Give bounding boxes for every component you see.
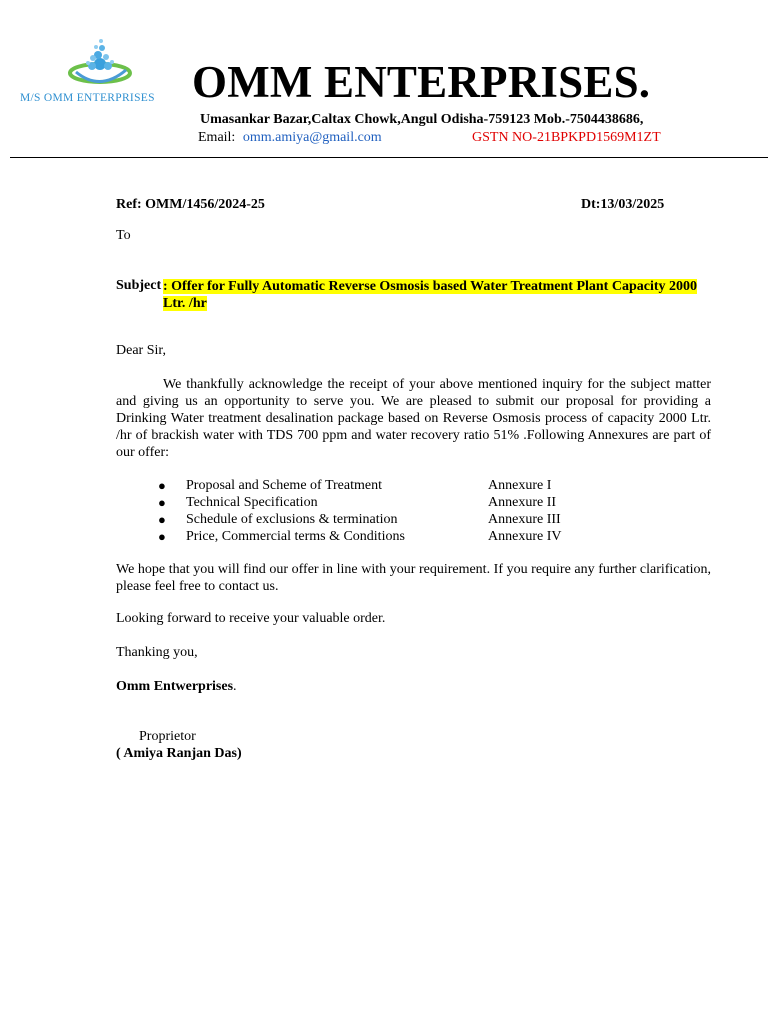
closing-paragraph: We hope that you will find our offer in line with your requirement. If you require any further clarification, please feel free to contact us. bbox=[116, 562, 711, 594]
list-item bbox=[158, 494, 618, 511]
header-divider bbox=[10, 157, 768, 158]
gstn-number: GSTN NO-21BPKPD1569M1ZT bbox=[472, 130, 661, 145]
bullet-icon: ● bbox=[158, 529, 166, 544]
subject-highlight: : Offer for Fully Automatic Reverse Osmosis based Water Treatment Plant Capacity 2000 Ltr. /hr bbox=[163, 279, 698, 311]
annexure-ref: Annexure IV bbox=[488, 529, 562, 544]
company-address: Umasankar Bazar,Caltax Chowk,Angul Odisha-759123 Mob.-7504438686, bbox=[200, 112, 644, 127]
bullet-icon: ● bbox=[158, 478, 166, 493]
bullet-icon: ● bbox=[158, 512, 166, 527]
subject-label: Subject bbox=[116, 278, 162, 293]
email-label: Email: bbox=[198, 130, 236, 145]
annexure-ref: Annexure I bbox=[488, 478, 552, 493]
annexure-ref: Annexure II bbox=[488, 495, 557, 510]
subject-text bbox=[163, 278, 711, 312]
list-item bbox=[158, 511, 618, 528]
company-name: OMM ENTERPRISES. bbox=[192, 57, 651, 107]
list-item bbox=[158, 528, 618, 545]
signature-company-name: Omm Entwerprises bbox=[116, 679, 234, 694]
annexure-title: Proposal and Scheme of Treatment bbox=[186, 478, 382, 493]
company-logo bbox=[14, 28, 186, 112]
letter-date: Dt:13/03/2025 bbox=[581, 197, 665, 212]
logo-text: M/S OMM ENTERPRISES bbox=[20, 92, 155, 104]
intro-paragraph: We thankfully acknowledge the receipt of your above mentioned inquiry for the subject matter and giving us an opportunity to serve you. We are pleased to submit our proposal for providing a Drinking Water treatment desalination package based on Reverse Osmosis process of capacity 2000 Ltr. /hr of brackish water with TDS 700 ppm and water recovery ratio 51% .Following Annexures are part of our offer: bbox=[116, 377, 711, 460]
looking-forward-line: Looking forward to receive your valuable order. bbox=[116, 611, 386, 626]
thanking-line: Thanking you, bbox=[116, 645, 198, 660]
annexure-list bbox=[158, 477, 618, 545]
annexure-title: Price, Commercial terms & Conditions bbox=[186, 529, 405, 544]
list-item bbox=[158, 477, 618, 494]
signature-name: ( Amiya Ranjan Das) bbox=[116, 746, 242, 761]
email-link[interactable]: omm.amiya@gmail.com bbox=[242, 130, 382, 145]
signature-title: Proprietor bbox=[139, 729, 196, 744]
reference-number: Ref: OMM/1456/2024-25 bbox=[116, 197, 265, 212]
water-drops-logo-icon bbox=[68, 36, 132, 90]
signature-company bbox=[116, 679, 237, 695]
annexure-title: Technical Specification bbox=[186, 495, 318, 510]
annexure-ref: Annexure III bbox=[488, 512, 561, 527]
to-label: To bbox=[116, 228, 131, 243]
annexure-title: Schedule of exclusions & termination bbox=[186, 512, 398, 527]
signature-company-suffix: . bbox=[233, 679, 237, 694]
bullet-icon: ● bbox=[158, 495, 166, 510]
email-line bbox=[198, 130, 382, 146]
salutation: Dear Sir, bbox=[116, 343, 166, 358]
